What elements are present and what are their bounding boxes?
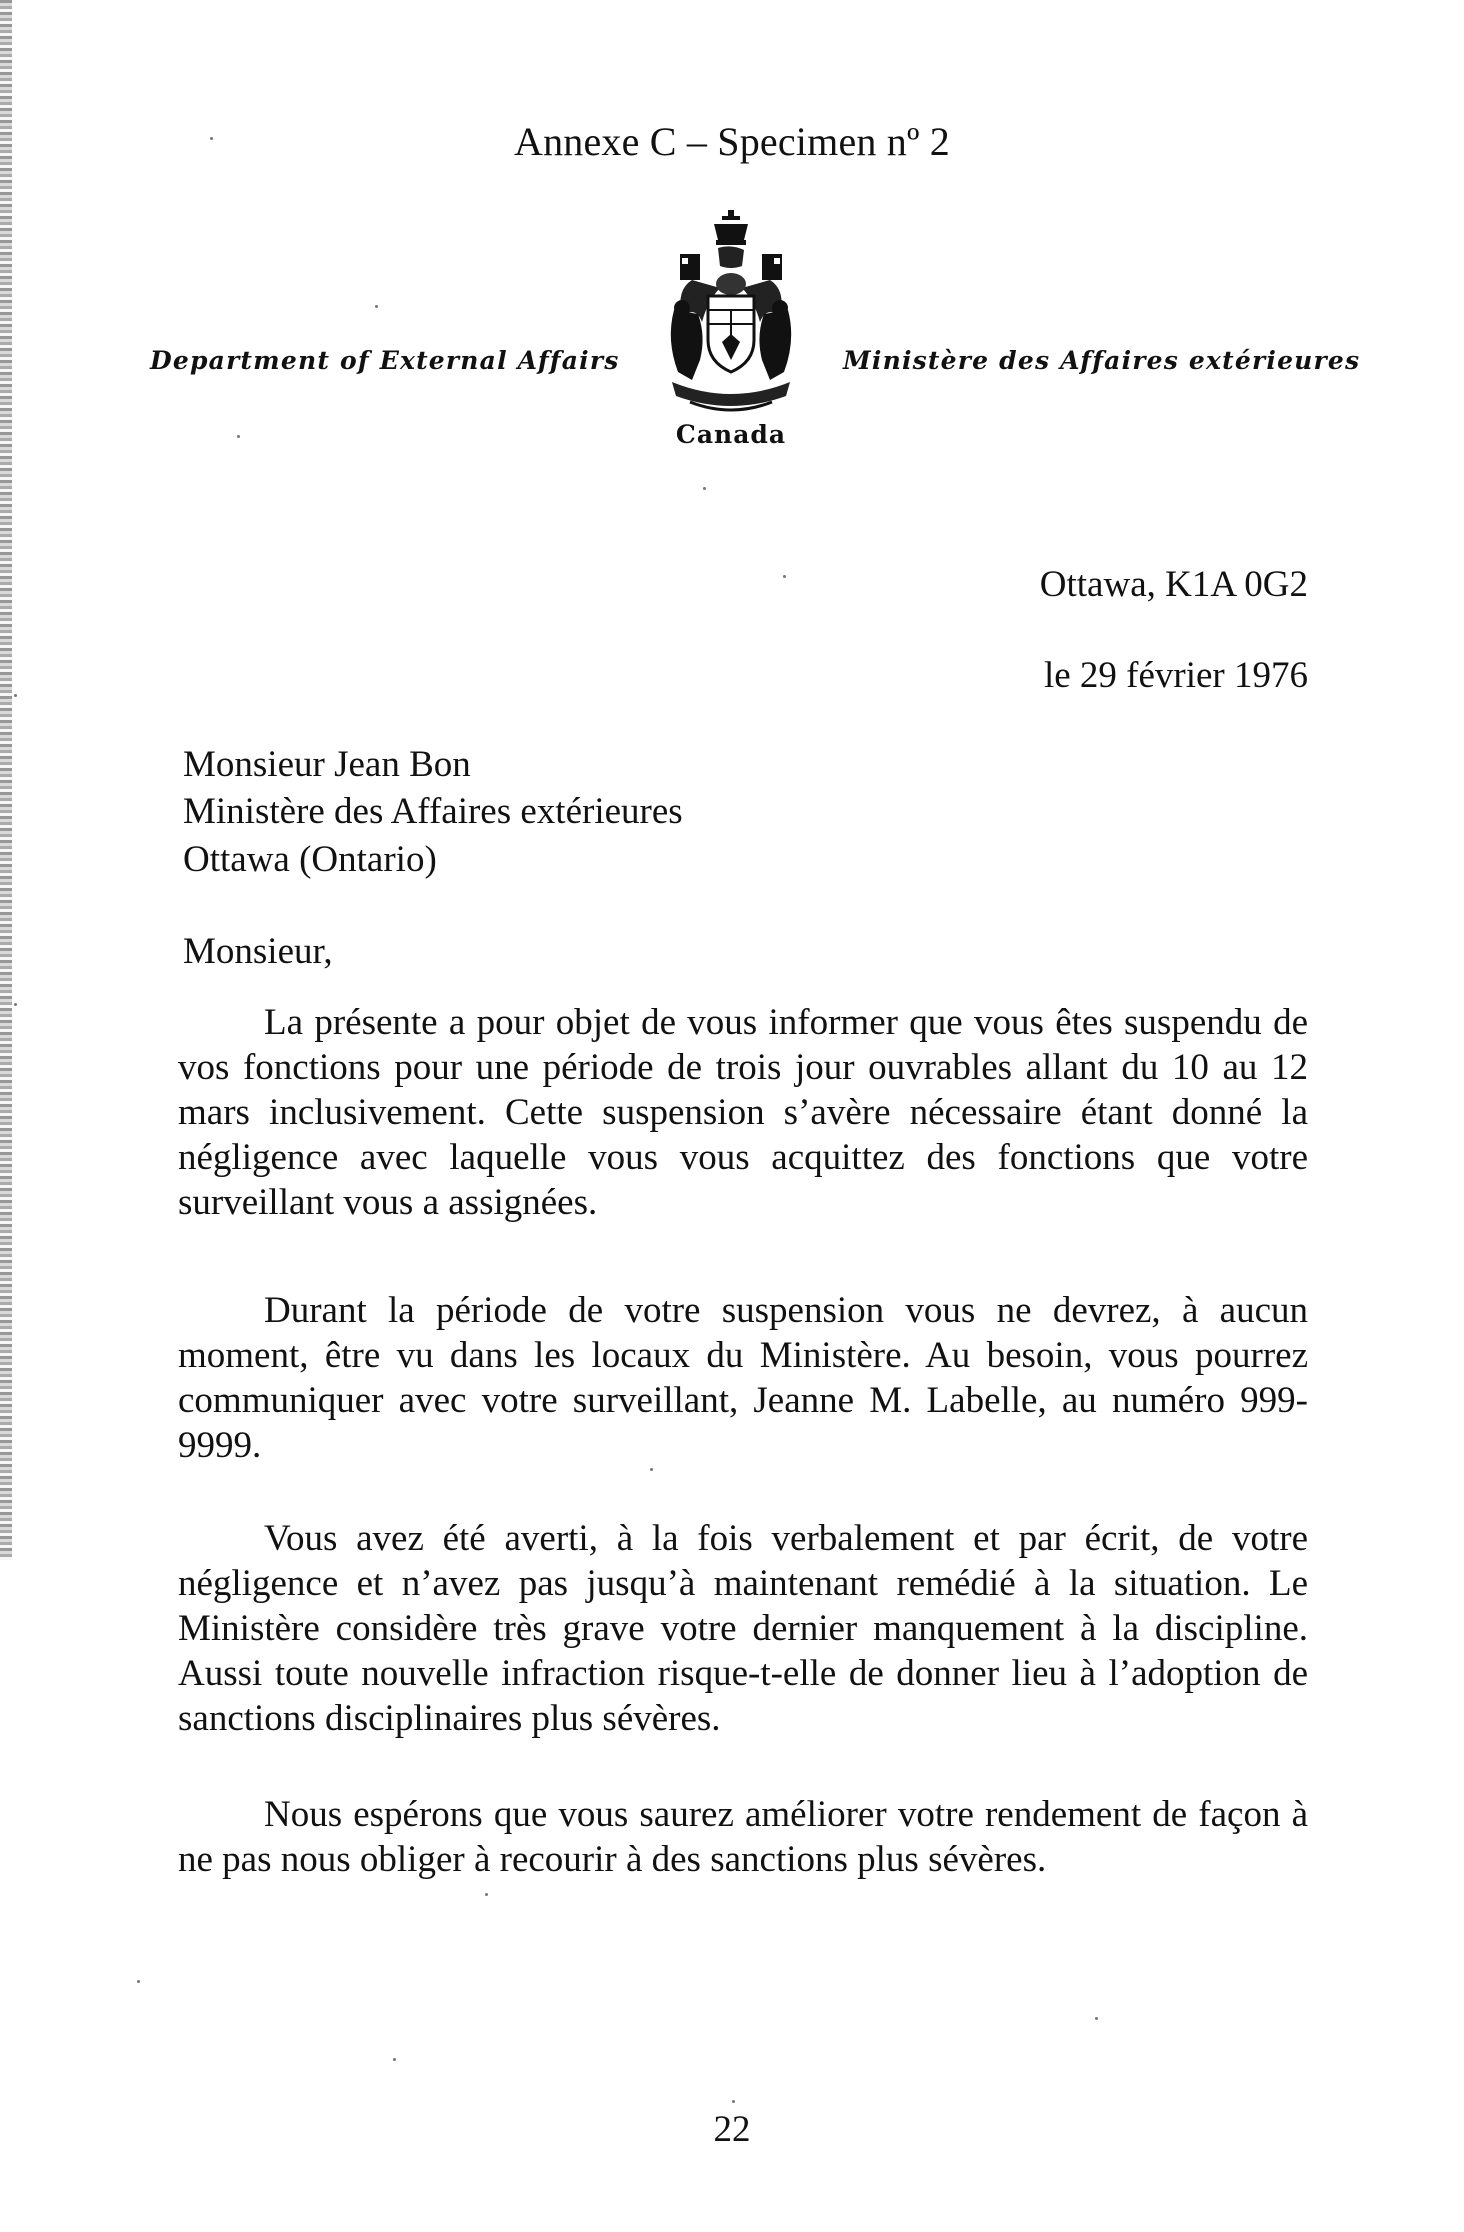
- crest-caption: Canada: [675, 420, 787, 449]
- scan-speck: [210, 137, 213, 140]
- salutation: Monsieur,: [183, 931, 333, 972]
- scan-edge-artifact: [0, 0, 12, 1560]
- body-paragraph-4: Nous espérons que vous saurez améliorer votre rendement de façon à ne pas nous obliger à recourir à des sanctions plus sévères.: [178, 1794, 1308, 1880]
- department-name-english: Department of External Affairs: [150, 346, 620, 375]
- annex-title: Annexe C – Specimen nº 2: [513, 119, 950, 164]
- body-paragraph-1: La présente a pour objet de vous informer que vous êtes suspendu de vos fonctions pour une période de trois jour ouvrables allant du 10 au 12 mars inclusivement. Cette suspension s’avère nécessaire étant donné la négligence avec laquelle vous vous acquittez des fonctions que votre surveillant vous a assignées.: [178, 1002, 1308, 1223]
- scan-speck: [137, 1980, 140, 1983]
- recipient-organization: Ministère des Affaires extérieures: [183, 791, 683, 832]
- page-number: 22: [713, 2109, 751, 2150]
- scan-speck: [14, 694, 17, 697]
- scan-speck: [783, 575, 786, 578]
- scan-speck: [650, 1468, 653, 1471]
- scan-speck: [732, 2100, 735, 2103]
- department-name-french: Ministère des Affaires extérieures: [843, 346, 1361, 375]
- scan-speck: [393, 2058, 396, 2061]
- letter-date: le 29 février 1976: [1043, 655, 1308, 696]
- body-paragraph-2: Durant la période de votre suspension vous ne devrez, à aucun moment, être vu dans les locaux du Ministère. Au besoin, vous pourrez communiquer avec votre surveillant, Jeanne M. Labelle, au numéro 999-9999.: [178, 1290, 1308, 1466]
- scan-speck: [1095, 2017, 1098, 2020]
- body-paragraph-3: Vous avez été averti, à la fois verbalement et par écrit, de votre négligence et n’avez pas jusqu’à maintenant remédié à la situation. Le Ministère considère très grave votre dernier manquement à la discipline. Aussi toute nouvelle infraction risque-t-elle de donner lieu à l’adoption de sanctions disciplinaires plus sévères.: [178, 1518, 1308, 1739]
- scan-speck: [703, 487, 706, 490]
- scan-speck: [237, 435, 240, 438]
- recipient-city: Ottawa (Ontario): [183, 839, 437, 880]
- scan-speck: [375, 305, 378, 308]
- scan-speck: [14, 1003, 17, 1006]
- recipient-name: Monsieur Jean Bon: [183, 744, 471, 785]
- coat-of-arms-icon: [662, 210, 800, 422]
- letter-place: Ottawa, K1A 0G2: [1039, 564, 1308, 605]
- scan-speck: [485, 1893, 488, 1896]
